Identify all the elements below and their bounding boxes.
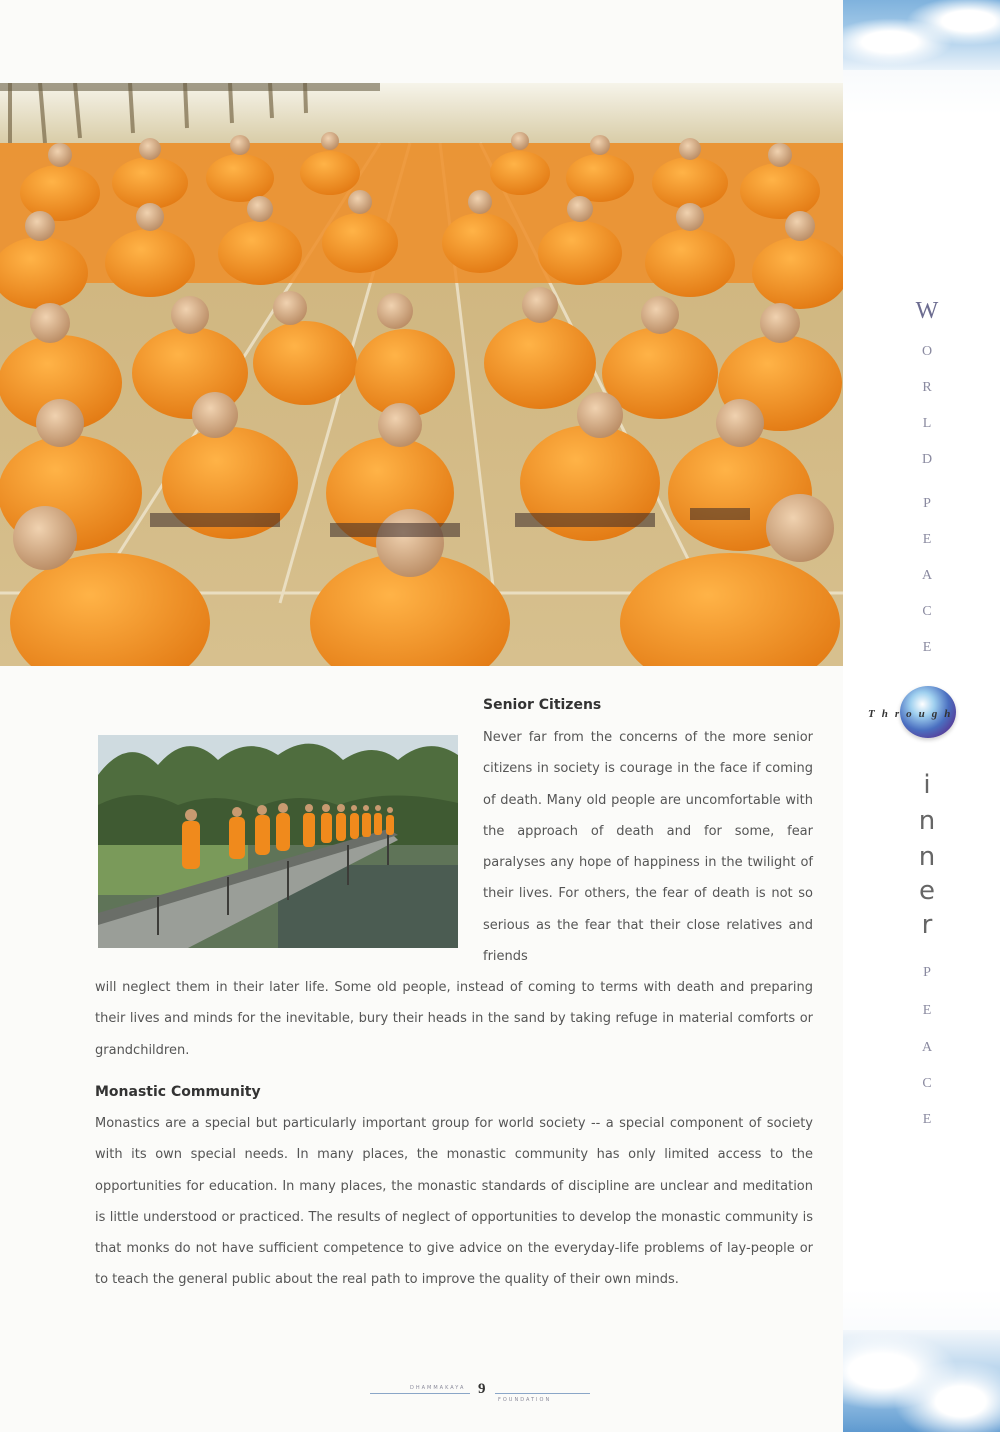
title-letter: E xyxy=(922,532,932,547)
footer-right-text: FOUNDATION xyxy=(498,1397,552,1403)
title-letter: O xyxy=(921,344,933,359)
inner-letter: n xyxy=(918,842,936,872)
senior-citizens-paragraph-2: will neglect them in their later life. Some old people, instead of coming to terms with death and preparing their lives and minds for the inevitable, bury their heads in the sand by taking refuge in material comforts or grandchildren. xyxy=(95,980,813,1058)
title-letter: D xyxy=(921,452,933,467)
peace-letter: C xyxy=(922,1076,932,1091)
footer-left-text: DHAMMAKAYA xyxy=(410,1385,466,1391)
main-photo-illustration xyxy=(0,83,843,666)
title-letter: W xyxy=(915,298,939,324)
title-letter: E xyxy=(922,640,932,655)
monks-seated-meditation-photo xyxy=(0,83,843,666)
small-photo-illustration xyxy=(98,735,458,948)
senior-citizens-paragraph-1: Never far from the concerns of the more senior citizens in society is courage in the face if coming of death. Many old people are uncomfortable with the approach of death and for some, fear paralyses any hope of happiness in the twilight of their lives. For others, the fear of death is not so serious as the fear that their close relatives and friends xyxy=(483,730,813,965)
sky-cloud-top xyxy=(843,0,1000,70)
inner-letter: i xyxy=(923,770,931,800)
inner-letter: e xyxy=(919,876,935,906)
through-text: Through xyxy=(868,708,958,720)
sky-cloud-bottom xyxy=(843,1330,1000,1432)
peace-letter: E xyxy=(922,1003,932,1018)
monastic-community-heading: Monastic Community xyxy=(95,1084,261,1100)
footer-rule-left xyxy=(370,1393,470,1394)
monks-walking-bridge-photo xyxy=(98,735,458,948)
footer-rule-right xyxy=(495,1393,590,1394)
title-letter: C xyxy=(922,604,932,619)
title-letter: P xyxy=(923,496,931,511)
title-letter: A xyxy=(921,568,933,583)
inner-letter: n xyxy=(918,806,936,836)
peace-letter: P xyxy=(923,965,931,980)
title-letter: L xyxy=(922,416,932,431)
through-globe-label xyxy=(868,696,988,736)
monastic-community-paragraph: Monastics are a special but particularly important group for world society -- a special component of society with its own special needs. In many places, the monastic community has only limited access to the opportunities for education. In many places, the monastic standards of discipline are unclear and meditation is little understood or practiced. The results of neglect of opportunities to develop the monastic community is that monks do not have sufficient competence to give advice on the everyday-life problems of lay-people or to teach the general public about the real path to improve the quality of their own minds. xyxy=(95,1116,813,1288)
title-letter: R xyxy=(922,380,932,395)
peace-letter: E xyxy=(922,1112,932,1127)
page-footer xyxy=(370,1380,590,1410)
page-number: 9 xyxy=(478,1381,486,1397)
senior-citizens-heading: Senior Citizens xyxy=(483,697,602,713)
peace-letter: A xyxy=(921,1040,933,1055)
inner-letter: r xyxy=(921,910,933,940)
